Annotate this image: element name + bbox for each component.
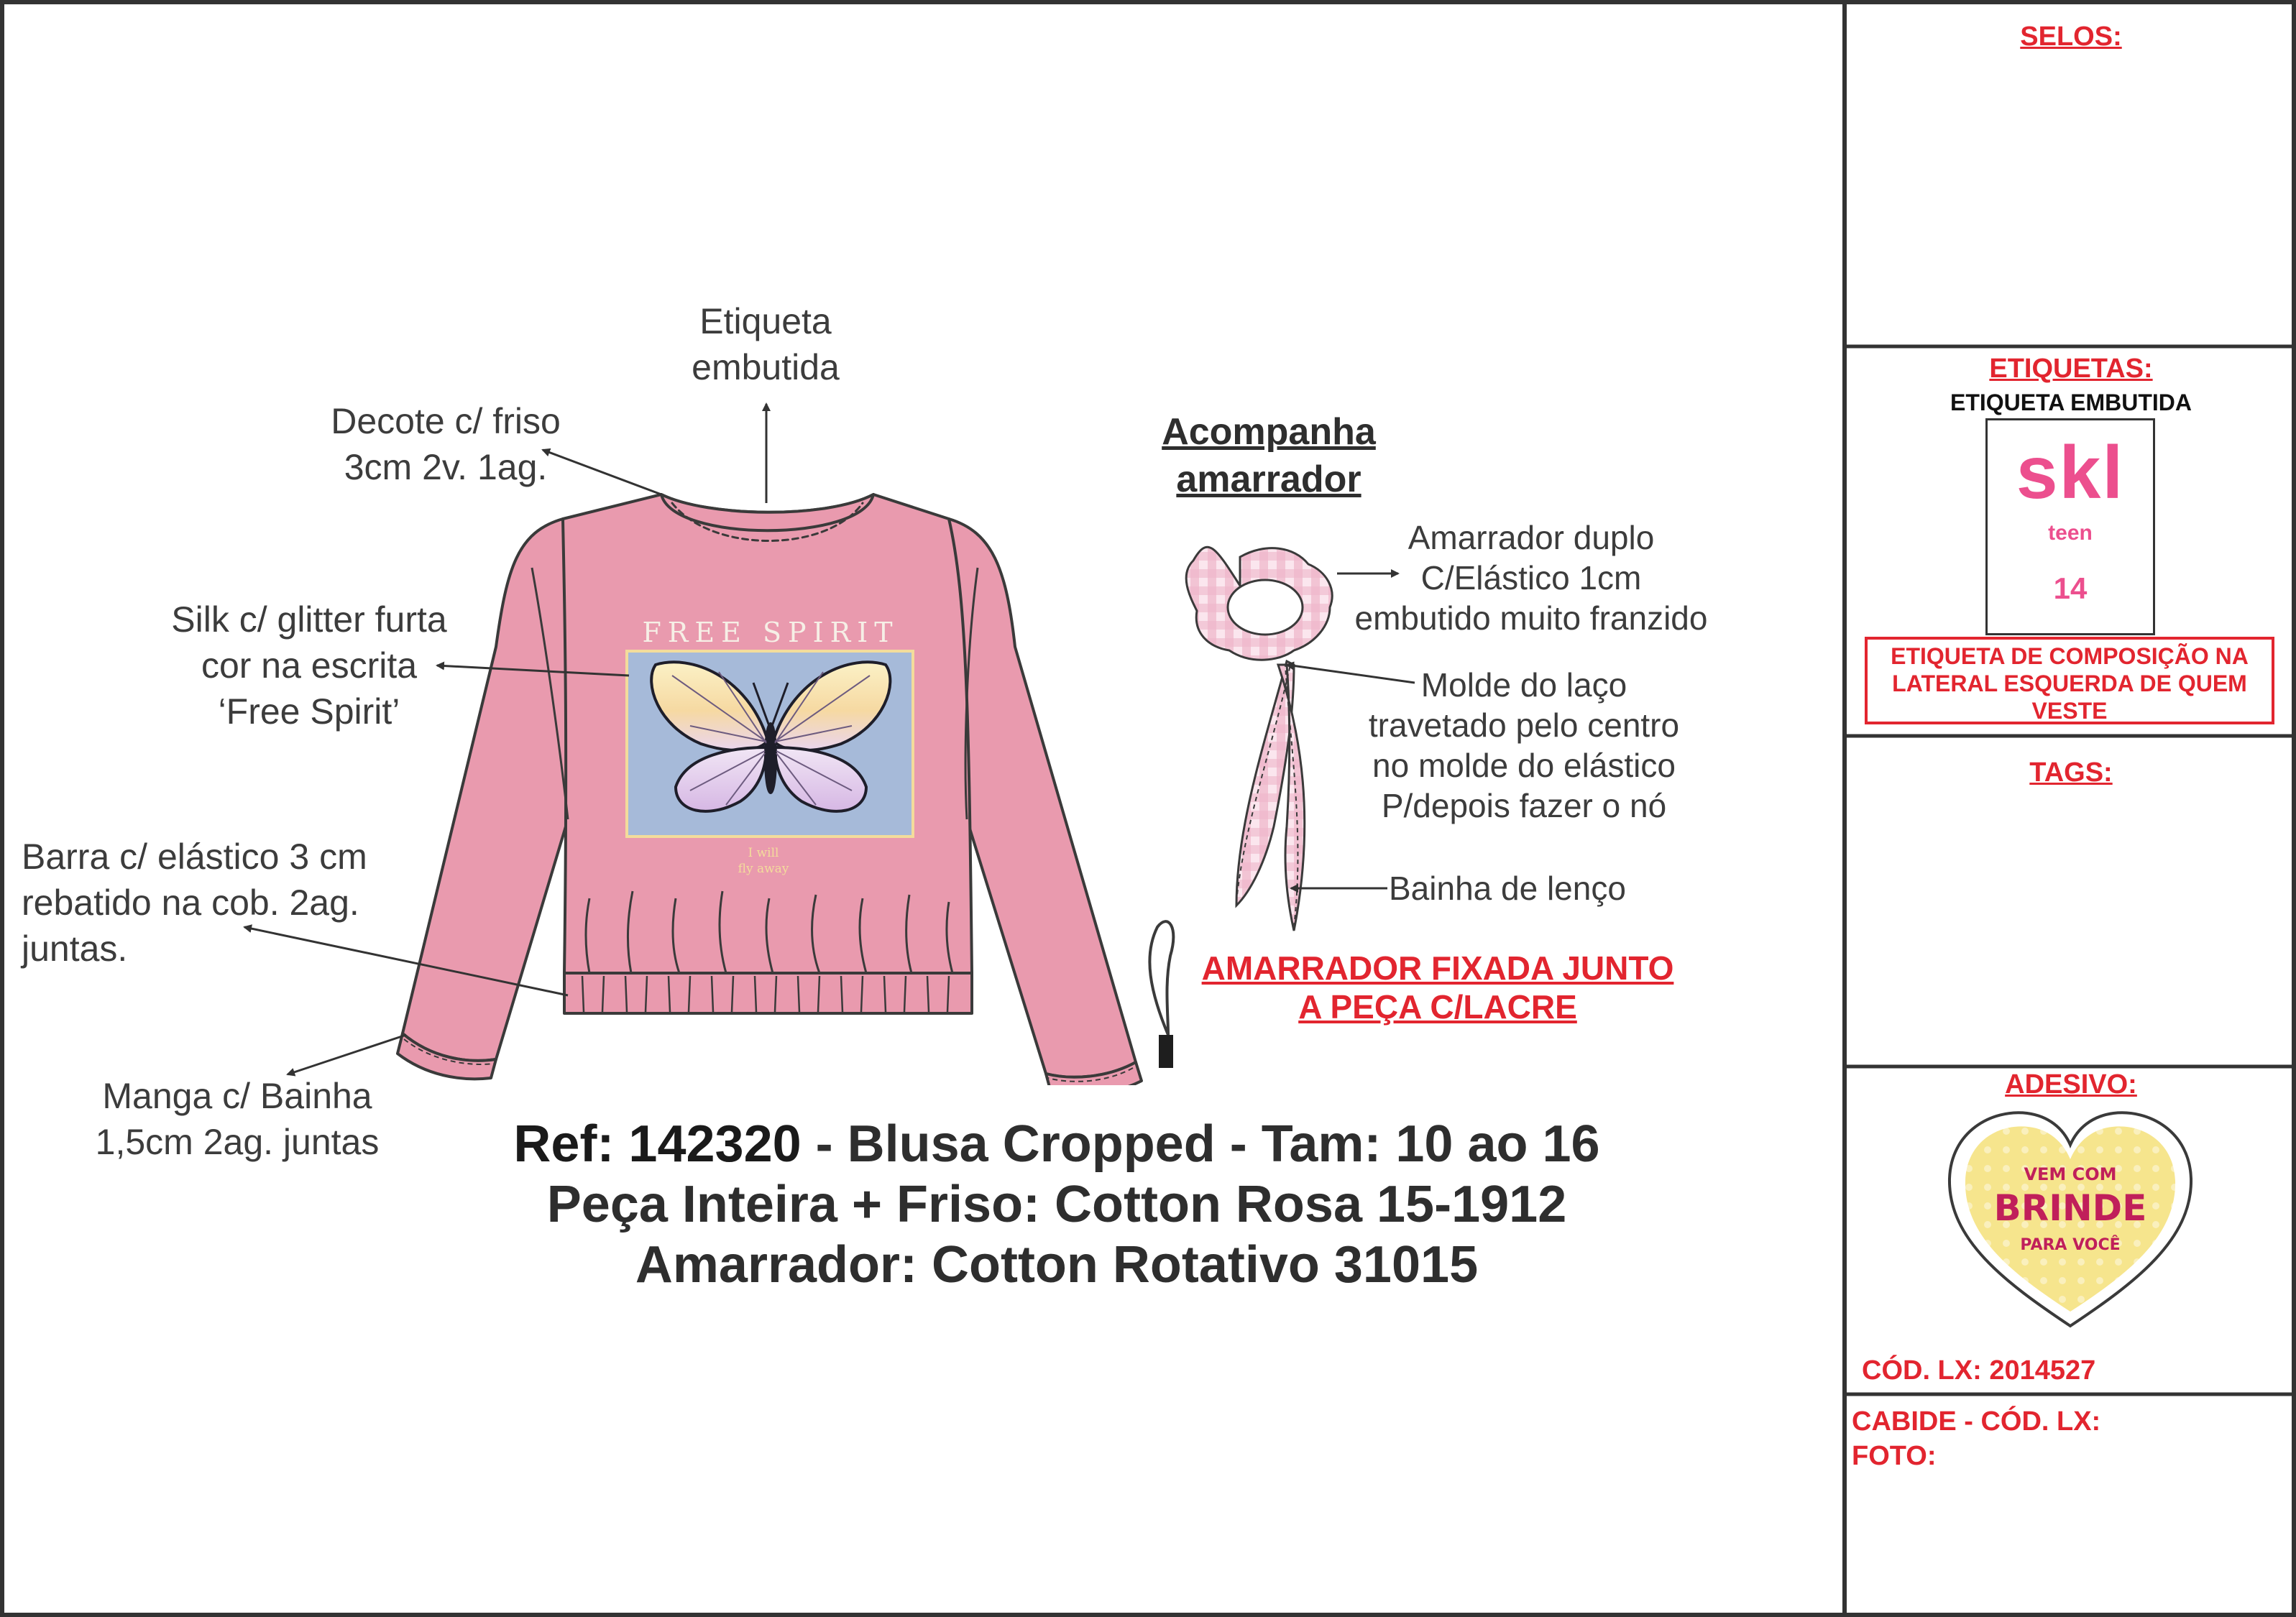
- reference-line-1: Ref: 142320 - Blusa Cropped - Tam: 10 ao 16: [513, 1115, 1600, 1173]
- sticker-line-3: PARA VOCÊ: [2020, 1236, 2121, 1254]
- label-size: 14: [2053, 571, 2088, 605]
- print-tagline-1: I will: [748, 846, 779, 860]
- brand-label: [1985, 418, 2155, 635]
- callout-decote: Decote c/ friso 3cm 2v. 1ag.: [331, 401, 561, 487]
- callout-silk: Silk c/ glitter furta cor na escrita ‘Free Spirit’: [171, 599, 447, 732]
- sticker-line-1: VEM COM: [2024, 1164, 2117, 1184]
- callout-etiqueta: Etiqueta embutida: [692, 301, 840, 387]
- brand-line: teen: [2048, 521, 2093, 545]
- etiquetas-title: ETIQUETAS:: [1989, 354, 2153, 384]
- reference-line-2: Peça Inteira + Friso: Cotton Rosa 15-1912: [546, 1176, 1567, 1233]
- callout-manga: Manga c/ Bainha 1,5cm 2ag. juntas: [95, 1076, 380, 1162]
- callout-molde: Molde do laço travetado pelo centro no molde do elástico P/depois fazer o nó: [1368, 666, 1680, 824]
- selos-title: SELOS:: [2020, 22, 2122, 52]
- reference-line-3: Amarrador: Cotton Rotativo 31015: [635, 1236, 1479, 1294]
- brand-logo: skl: [2016, 431, 2125, 515]
- callout-bainha: Bainha de lenço: [1389, 870, 1626, 907]
- callout-barra: Barra c/ elástico 3 cm rebatido na cob. 2ag. juntas.: [22, 837, 367, 969]
- accessory-title: Acompanha amarrador: [1162, 411, 1376, 500]
- warning-amarrador-fixado: AMARRADOR FIXADA JUNTO A PEÇA C/LACRE: [1201, 949, 1674, 1026]
- cabide-info: CABIDE - CÓD. LX: FOTO:: [1852, 1406, 2101, 1471]
- print-headline: FREE SPIRIT: [642, 617, 899, 648]
- etiqueta-embutida-label: ETIQUETA EMBUTIDA: [1950, 390, 2192, 415]
- sticker-line-2: BRINDE: [1993, 1187, 2147, 1229]
- adesivo-title: ADESIVO:: [2005, 1069, 2137, 1100]
- print-tagline-2: fly away: [738, 862, 789, 876]
- callout-amarrador-duplo: Amarrador duplo C/Elástico 1cm embutido muito franzido: [1354, 519, 1708, 637]
- composition-label-note: ETIQUETA DE COMPOSIÇÃO NA LATERAL ESQUERDA DE QUEM VESTE: [1865, 637, 2274, 724]
- adesivo-code: CÓD. LX: 2014527: [1862, 1355, 2096, 1386]
- tags-title: TAGS:: [2029, 757, 2113, 788]
